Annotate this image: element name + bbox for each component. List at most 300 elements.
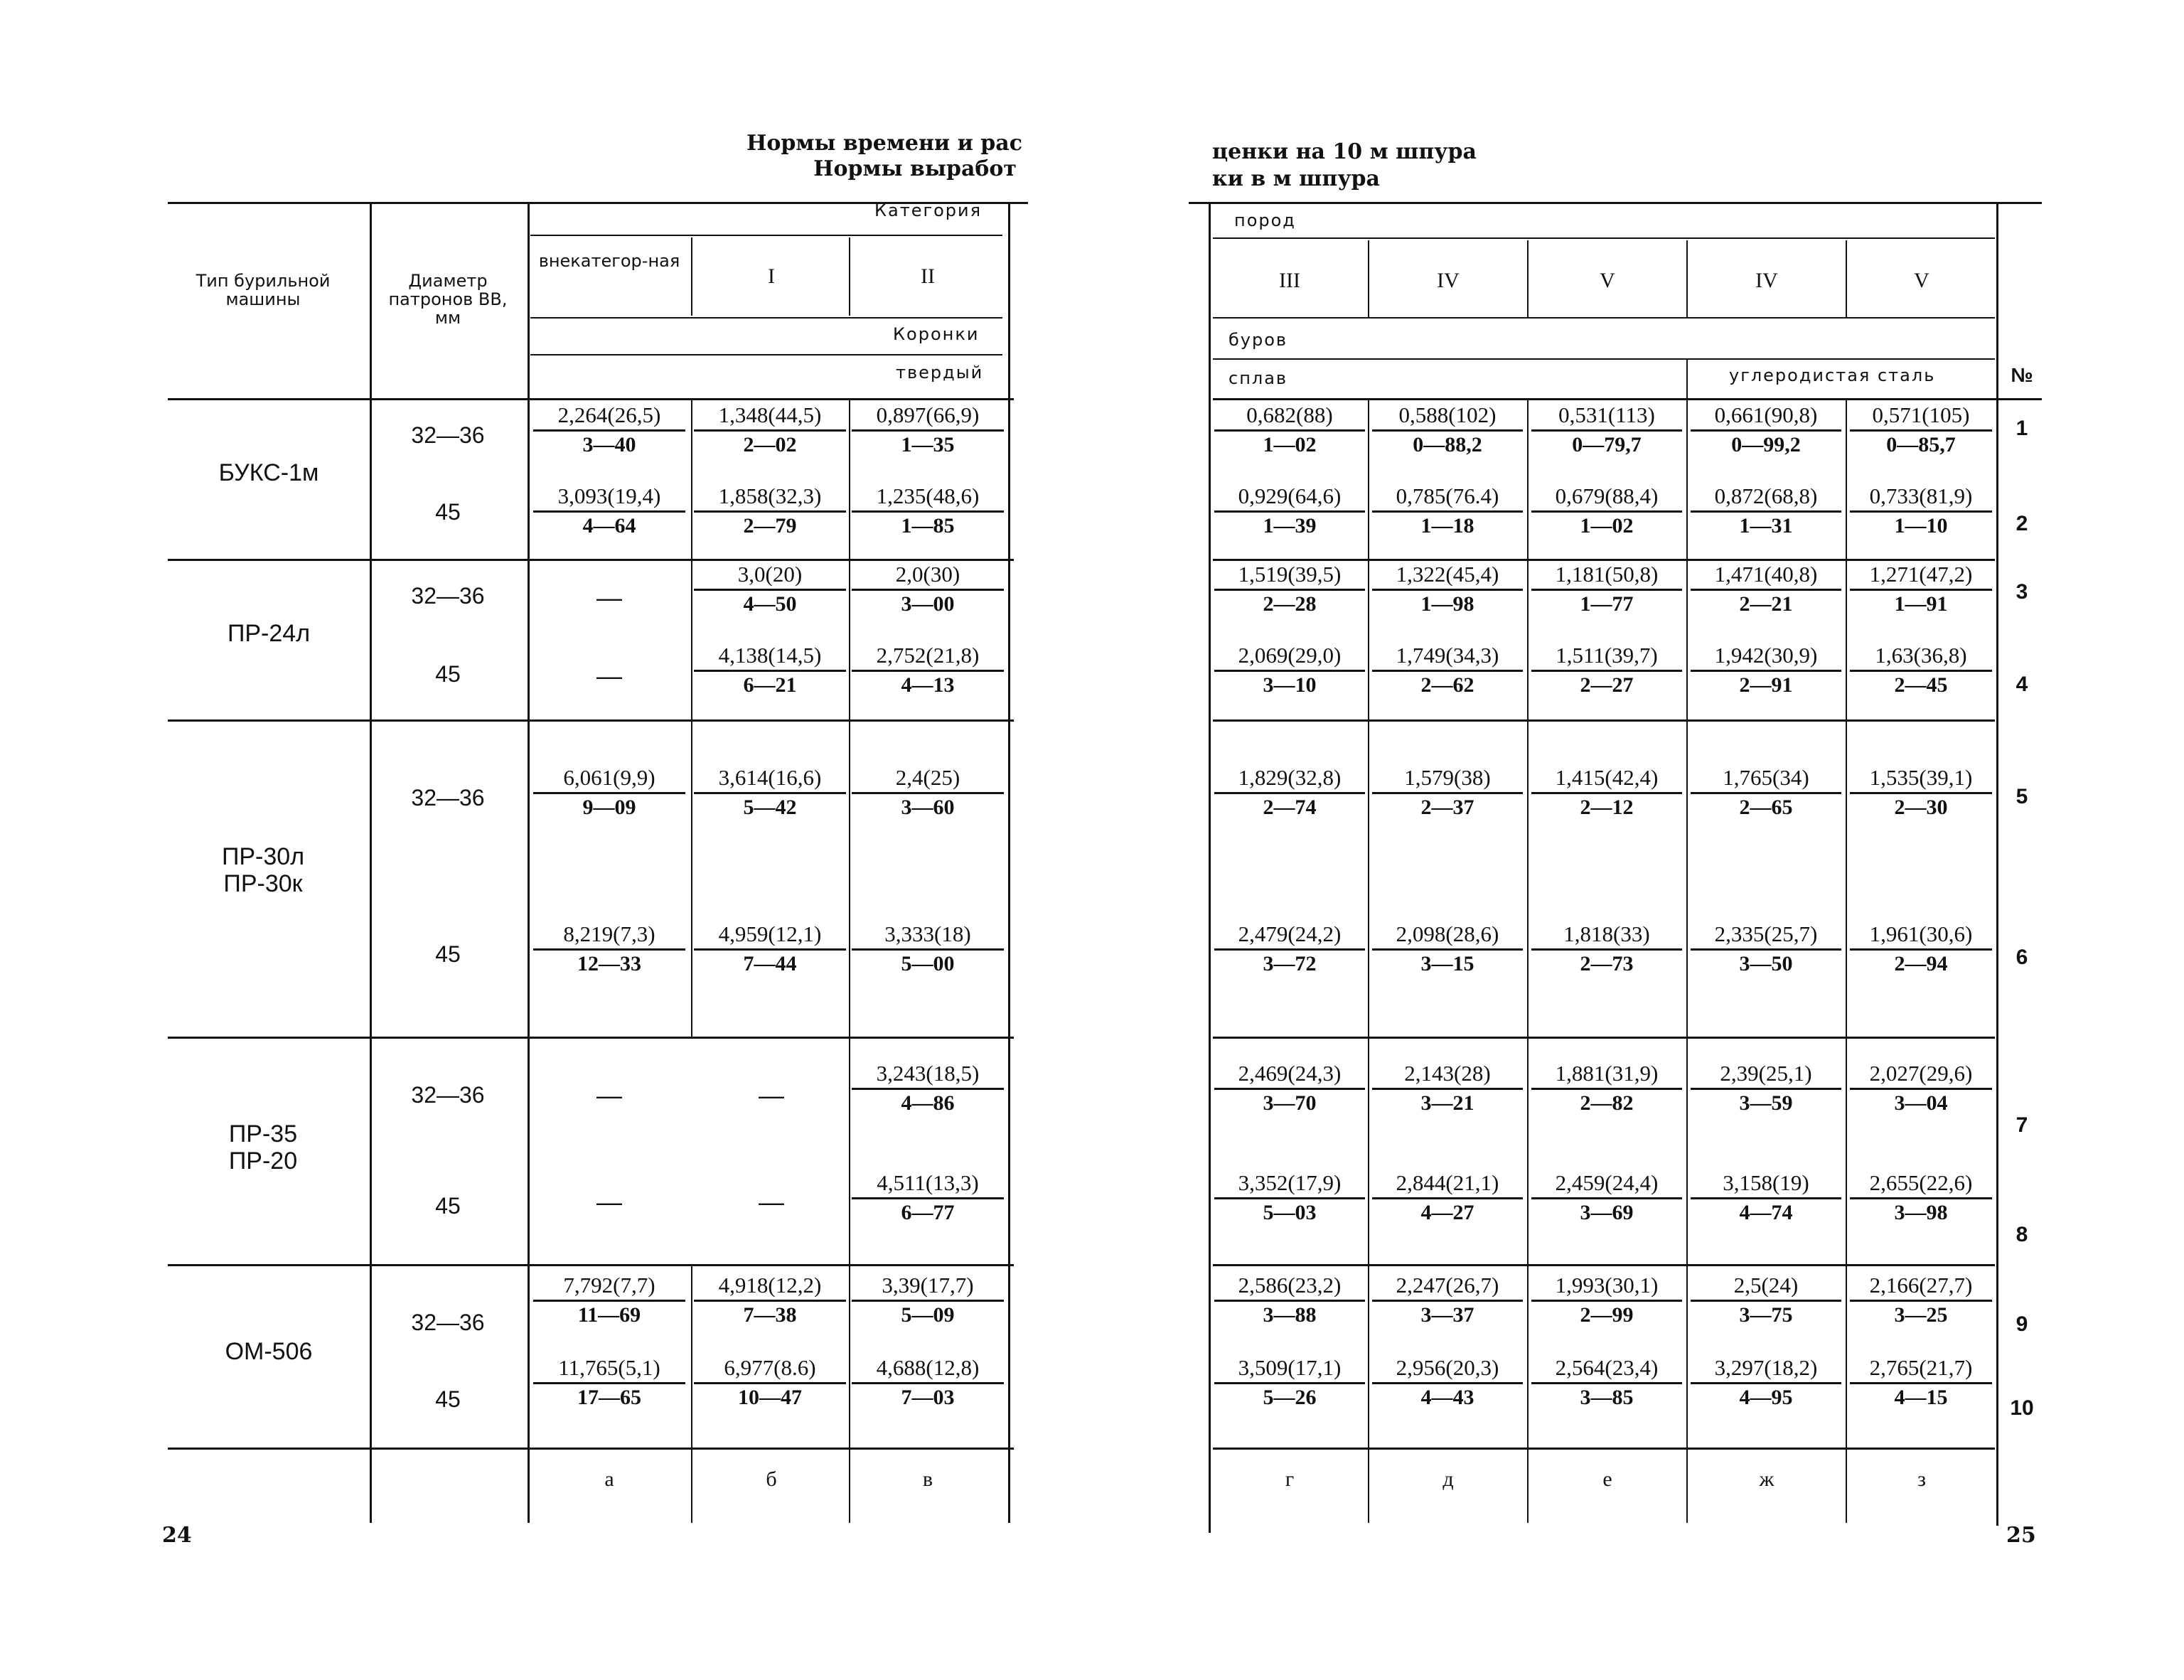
norm-cell bbox=[1531, 765, 1682, 820]
rate-value: 3—98 bbox=[1894, 1201, 1948, 1224]
time-norm-value: 1,181(50,8) bbox=[1555, 562, 1659, 587]
fraction-bar bbox=[694, 429, 846, 432]
norm-cell bbox=[1372, 643, 1523, 697]
fraction-bar bbox=[694, 1382, 846, 1384]
norm-cell bbox=[1372, 1273, 1523, 1327]
fraction-bar bbox=[852, 1088, 1004, 1090]
fraction-bar bbox=[1850, 670, 1992, 672]
norm-cell bbox=[1691, 1061, 1841, 1115]
rate-value: 1—98 bbox=[1420, 592, 1474, 616]
fraction-bar bbox=[1214, 1300, 1365, 1302]
time-norm-value: 3,297(18,2) bbox=[1714, 1355, 1818, 1380]
rate-value: 4—43 bbox=[1420, 1386, 1474, 1409]
machine-name: ПР-35 ПР-20 bbox=[228, 1120, 298, 1175]
time-norm-value: 2,586(23,2) bbox=[1238, 1273, 1342, 1298]
time-norm-value: 1,63(36,8) bbox=[1875, 643, 1967, 668]
diameter-value: 32—36 bbox=[411, 1082, 485, 1108]
fraction-bar bbox=[1850, 510, 1992, 513]
time-norm-value: 2,4(25) bbox=[895, 765, 960, 790]
rate-value: 2—30 bbox=[1894, 796, 1948, 819]
norm-cell bbox=[533, 402, 685, 457]
norm-cell bbox=[1850, 562, 1992, 616]
rate-value: 5—03 bbox=[1263, 1201, 1317, 1224]
row-number: 10 bbox=[2010, 1396, 2034, 1420]
fraction-bar bbox=[1531, 1088, 1682, 1090]
column-letter: ж bbox=[1759, 1467, 1774, 1491]
norm-cell bbox=[1531, 1355, 1682, 1410]
rate-value: 2—12 bbox=[1580, 796, 1634, 819]
empty-dash: — bbox=[759, 1187, 784, 1216]
rate-value: 2—91 bbox=[1739, 673, 1793, 697]
rate-value: 2—99 bbox=[1580, 1303, 1634, 1327]
time-norm-value: 6,977(8.6) bbox=[724, 1355, 816, 1380]
time-norm-value: 0,785(76.4) bbox=[1396, 483, 1499, 508]
time-norm-value: 1,881(31,9) bbox=[1555, 1061, 1659, 1086]
norm-cell bbox=[533, 1273, 685, 1327]
empty-dash: — bbox=[596, 1081, 622, 1110]
rate-value: 3—25 bbox=[1894, 1303, 1948, 1327]
time-norm-value: 2,39(25,1) bbox=[1720, 1061, 1812, 1086]
time-norm-value: 2,264(26,5) bbox=[557, 402, 661, 427]
fraction-bar bbox=[1850, 1382, 1992, 1384]
header-diameter: Диаметр патронов ВВ, мм bbox=[388, 271, 508, 328]
time-norm-value: 4,959(12,1) bbox=[718, 921, 822, 946]
empty-dash: — bbox=[596, 1187, 622, 1216]
norm-cell bbox=[852, 921, 1004, 976]
norm-cell bbox=[852, 402, 1004, 457]
time-norm-value: 0,872(68,8) bbox=[1714, 483, 1818, 508]
rate-value: 2—28 bbox=[1263, 592, 1317, 616]
norm-cell bbox=[852, 1061, 1004, 1115]
time-norm-value: 1,271(47,2) bbox=[1869, 562, 1973, 587]
norm-cell bbox=[1531, 402, 1682, 457]
norm-cell bbox=[1850, 1273, 1992, 1327]
norm-cell bbox=[1531, 483, 1682, 538]
time-norm-value: 2,335(25,7) bbox=[1714, 921, 1818, 946]
fraction-bar bbox=[1214, 670, 1365, 672]
column-letter: б bbox=[766, 1467, 777, 1491]
rate-value: 1—91 bbox=[1894, 592, 1948, 616]
fraction-bar bbox=[533, 510, 685, 513]
row-number: 2 bbox=[2016, 512, 2028, 535]
rate-value: 7—03 bbox=[901, 1386, 955, 1409]
norm-cell bbox=[1691, 1355, 1841, 1410]
time-norm-value: 1,829(32,8) bbox=[1238, 765, 1342, 790]
fraction-bar bbox=[1850, 792, 1992, 794]
fraction-bar bbox=[694, 670, 846, 672]
diameter-value: 45 bbox=[435, 1193, 461, 1219]
time-norm-value: 1,348(44,5) bbox=[718, 402, 822, 427]
norm-cell bbox=[852, 1273, 1004, 1327]
fraction-bar bbox=[852, 1197, 1004, 1199]
rate-value: 17—65 bbox=[577, 1386, 641, 1409]
fraction-bar bbox=[533, 1382, 685, 1384]
time-norm-value: 3,243(18,5) bbox=[876, 1061, 980, 1086]
norm-cell bbox=[533, 921, 685, 976]
rate-value: 7—44 bbox=[743, 952, 797, 975]
time-norm-value: 2,459(24,4) bbox=[1555, 1170, 1659, 1195]
fraction-bar bbox=[852, 510, 1004, 513]
time-norm-value: 0,588(102) bbox=[1398, 402, 1497, 427]
time-norm-value: 4,688(12,8) bbox=[876, 1355, 980, 1380]
diameter-value: 45 bbox=[435, 499, 461, 525]
time-norm-value: 2,956(20,3) bbox=[1396, 1355, 1499, 1380]
norm-cell bbox=[1372, 483, 1523, 538]
rate-value: 5—00 bbox=[901, 952, 955, 975]
row-number: 4 bbox=[2016, 673, 2028, 696]
time-norm-value: 1,749(34,3) bbox=[1396, 643, 1499, 668]
fraction-bar bbox=[1691, 1088, 1841, 1090]
fraction-bar bbox=[1531, 670, 1682, 672]
fraction-bar bbox=[1691, 1197, 1841, 1199]
time-norm-value: 2,655(22,6) bbox=[1869, 1170, 1973, 1195]
column-letter: д bbox=[1442, 1467, 1454, 1491]
time-norm-value: 1,765(34) bbox=[1723, 765, 1809, 790]
time-norm-value: 1,235(48,6) bbox=[876, 483, 980, 508]
time-norm-value: 2,098(28,6) bbox=[1396, 921, 1499, 946]
time-norm-value: 1,471(40,8) bbox=[1714, 562, 1818, 587]
norm-cell bbox=[1850, 1355, 1992, 1410]
machine-name: БУКС-1м bbox=[218, 459, 319, 486]
header-cat-3: III bbox=[1279, 269, 1300, 292]
time-norm-value: 1,993(30,1) bbox=[1555, 1273, 1659, 1298]
header-rocks: пород bbox=[1234, 210, 1296, 230]
norm-cell bbox=[1372, 402, 1523, 457]
fraction-bar bbox=[694, 510, 846, 513]
norm-cell bbox=[1691, 1273, 1841, 1327]
norm-cell bbox=[1214, 483, 1365, 538]
header-cat-5b: V bbox=[1914, 269, 1929, 292]
fraction-bar bbox=[1531, 429, 1682, 432]
fraction-bar bbox=[1850, 1300, 1992, 1302]
column-letter: а bbox=[604, 1467, 614, 1491]
norm-cell bbox=[694, 921, 846, 976]
left-title-line2: Нормы выработ bbox=[813, 156, 1017, 181]
rate-value: 1—77 bbox=[1580, 592, 1634, 616]
page-number-left: 24 bbox=[162, 1523, 192, 1548]
fraction-bar bbox=[1531, 1197, 1682, 1199]
time-norm-value: 2,564(23,4) bbox=[1555, 1355, 1659, 1380]
rate-value: 2—79 bbox=[743, 514, 797, 537]
time-norm-value: 3,0(20) bbox=[737, 562, 803, 587]
fraction-bar bbox=[1691, 510, 1841, 513]
fraction-bar bbox=[1372, 1088, 1523, 1090]
norm-cell bbox=[852, 1170, 1004, 1225]
rate-value: 9—09 bbox=[582, 796, 636, 819]
rate-value: 1—31 bbox=[1739, 514, 1793, 537]
rate-value: 4—95 bbox=[1739, 1386, 1793, 1409]
time-norm-value: 2,844(21,1) bbox=[1396, 1170, 1499, 1195]
time-norm-value: 3,333(18) bbox=[884, 921, 971, 946]
fraction-bar bbox=[1531, 1300, 1682, 1302]
rate-value: 2—21 bbox=[1739, 592, 1793, 616]
time-norm-value: 1,535(39,1) bbox=[1869, 765, 1973, 790]
rate-value: 3—37 bbox=[1420, 1303, 1474, 1327]
header-bits: буров bbox=[1228, 330, 1288, 350]
fraction-bar bbox=[1531, 948, 1682, 951]
norm-cell bbox=[1214, 402, 1365, 457]
rate-value: 3—59 bbox=[1739, 1091, 1793, 1115]
header-hard: твердый bbox=[896, 363, 984, 382]
time-norm-value: 3,39(17,7) bbox=[882, 1273, 974, 1298]
rate-value: 3—00 bbox=[901, 592, 955, 616]
norm-cell bbox=[694, 1355, 846, 1410]
row-number: 5 bbox=[2016, 785, 2028, 808]
fraction-bar bbox=[1372, 510, 1523, 513]
fraction-bar bbox=[1214, 948, 1365, 951]
fraction-bar bbox=[1531, 510, 1682, 513]
time-norm-value: 2,143(28) bbox=[1404, 1061, 1491, 1086]
fraction-bar bbox=[1214, 1197, 1365, 1199]
norm-cell bbox=[1214, 562, 1365, 616]
header-cat-1: I bbox=[768, 264, 775, 288]
fraction-bar bbox=[1372, 948, 1523, 951]
norm-cell bbox=[1850, 1170, 1992, 1225]
rate-value: 3—40 bbox=[582, 433, 636, 456]
time-norm-value: 1,942(30,9) bbox=[1714, 643, 1818, 668]
fraction-bar bbox=[1372, 589, 1523, 591]
time-norm-value: 1,519(39,5) bbox=[1238, 562, 1342, 587]
time-norm-value: 2,027(29,6) bbox=[1869, 1061, 1973, 1086]
fraction-bar bbox=[1691, 792, 1841, 794]
rate-value: 5—26 bbox=[1263, 1386, 1317, 1409]
rate-value: 3—70 bbox=[1263, 1091, 1317, 1115]
time-norm-value: 2,5(24) bbox=[1733, 1273, 1799, 1298]
norm-cell bbox=[533, 483, 685, 538]
fraction-bar bbox=[1850, 948, 1992, 951]
fraction-bar bbox=[694, 792, 846, 794]
time-norm-value: 4,918(12,2) bbox=[718, 1273, 822, 1298]
time-norm-value: 1,961(30,6) bbox=[1869, 921, 1973, 946]
norm-cell bbox=[1531, 562, 1682, 616]
rate-value: 3—10 bbox=[1263, 673, 1317, 697]
norm-cell bbox=[1531, 643, 1682, 697]
fraction-bar bbox=[852, 429, 1004, 432]
fraction-bar bbox=[1214, 429, 1365, 432]
fraction-bar bbox=[1214, 1382, 1365, 1384]
time-norm-value: 2,479(24,2) bbox=[1238, 921, 1342, 946]
empty-dash: — bbox=[596, 583, 622, 612]
time-norm-value: 0,682(88) bbox=[1246, 402, 1333, 427]
norm-cell bbox=[694, 402, 846, 457]
rate-value: 10—47 bbox=[738, 1386, 802, 1409]
diameter-value: 45 bbox=[435, 661, 461, 687]
rate-value: 1—35 bbox=[901, 433, 955, 456]
time-norm-value: 1,579(38) bbox=[1404, 765, 1491, 790]
rate-value: 2—94 bbox=[1894, 952, 1948, 975]
time-norm-value: 2,247(26,7) bbox=[1396, 1273, 1499, 1298]
rate-value: 7—38 bbox=[743, 1303, 797, 1327]
rate-value: 0—85,7 bbox=[1886, 433, 1956, 456]
header-cat-2: II bbox=[921, 264, 935, 288]
fraction-bar bbox=[852, 589, 1004, 591]
row-number: 1 bbox=[2016, 417, 2028, 440]
norm-cell bbox=[533, 1355, 685, 1410]
rate-value: 2—73 bbox=[1580, 952, 1634, 975]
diameter-value: 45 bbox=[435, 1386, 461, 1412]
norm-cell bbox=[852, 1355, 1004, 1410]
fraction-bar bbox=[1372, 429, 1523, 432]
fraction-bar bbox=[1531, 1382, 1682, 1384]
rate-value: 0—99,2 bbox=[1731, 433, 1801, 456]
time-norm-value: 0,733(81,9) bbox=[1869, 483, 1973, 508]
fraction-bar bbox=[1214, 589, 1365, 591]
rate-value: 2—62 bbox=[1420, 673, 1474, 697]
norm-cell bbox=[1372, 1170, 1523, 1225]
time-norm-value: 6,061(9,9) bbox=[563, 765, 655, 790]
fraction-bar bbox=[694, 589, 846, 591]
time-norm-value: 0,929(64,6) bbox=[1238, 483, 1342, 508]
machine-name: ПР-24л bbox=[227, 620, 311, 647]
fraction-bar bbox=[1691, 1382, 1841, 1384]
rate-value: 4—74 bbox=[1739, 1201, 1793, 1224]
rate-value: 3—75 bbox=[1739, 1303, 1793, 1327]
fraction-bar bbox=[1691, 1300, 1841, 1302]
time-norm-value: 1,818(33) bbox=[1563, 921, 1650, 946]
header-carbon-steel: углеродистая сталь bbox=[1729, 365, 1936, 385]
header-cat-4b: IV bbox=[1755, 269, 1778, 292]
norm-cell bbox=[1372, 921, 1523, 976]
norm-cell bbox=[1850, 765, 1992, 820]
fraction-bar bbox=[852, 670, 1004, 672]
fraction-bar bbox=[1372, 670, 1523, 672]
rate-value: 3—88 bbox=[1263, 1303, 1317, 1327]
fraction-bar bbox=[1850, 429, 1992, 432]
fraction-bar bbox=[1214, 1088, 1365, 1090]
rate-value: 0—79,7 bbox=[1572, 433, 1642, 456]
fraction-bar bbox=[1850, 1088, 1992, 1090]
norm-cell bbox=[1691, 402, 1841, 457]
time-norm-value: 3,509(17,1) bbox=[1238, 1355, 1342, 1380]
norm-cell bbox=[1531, 921, 1682, 976]
fraction-bar bbox=[533, 429, 685, 432]
norm-cell bbox=[1214, 1355, 1365, 1410]
machine-name: ПР-30л ПР-30к bbox=[221, 843, 305, 897]
fraction-bar bbox=[1850, 1197, 1992, 1199]
rate-value: 3—21 bbox=[1420, 1091, 1474, 1115]
norm-cell bbox=[694, 643, 846, 697]
column-letter: е bbox=[1602, 1467, 1612, 1491]
rate-value: 2—02 bbox=[743, 433, 797, 456]
diameter-value: 32—36 bbox=[411, 1310, 485, 1335]
norm-cell bbox=[694, 1273, 846, 1327]
header-cat-out: внекатегор-ная bbox=[538, 251, 680, 271]
norm-cell bbox=[1214, 921, 1365, 976]
fraction-bar bbox=[1850, 589, 1992, 591]
time-norm-value: 0,897(66,9) bbox=[876, 402, 980, 427]
norm-cell bbox=[1850, 402, 1992, 457]
time-norm-value: 0,679(88,4) bbox=[1555, 483, 1659, 508]
rate-value: 1—02 bbox=[1580, 514, 1634, 537]
column-letter: з bbox=[1917, 1467, 1926, 1491]
norm-cell bbox=[852, 765, 1004, 820]
time-norm-value: 8,219(7,3) bbox=[563, 921, 655, 946]
time-norm-value: 0,531(113) bbox=[1558, 402, 1655, 427]
rate-value: 4—15 bbox=[1894, 1386, 1948, 1409]
norm-cell bbox=[1850, 483, 1992, 538]
time-norm-value: 2,0(30) bbox=[895, 562, 960, 587]
norm-cell bbox=[694, 765, 846, 820]
norm-cell bbox=[1691, 1170, 1841, 1225]
time-norm-value: 2,469(24,3) bbox=[1238, 1061, 1342, 1086]
fraction-bar bbox=[533, 1300, 685, 1302]
row-number: 9 bbox=[2016, 1312, 2028, 1336]
row-number: 6 bbox=[2016, 946, 2028, 969]
page-number-right: 25 bbox=[2006, 1523, 2036, 1548]
time-norm-value: 2,752(21,8) bbox=[876, 643, 980, 668]
fraction-bar bbox=[694, 948, 846, 951]
diameter-value: 32—36 bbox=[411, 422, 485, 448]
column-letter: в bbox=[922, 1467, 933, 1491]
rate-value: 4—27 bbox=[1420, 1201, 1474, 1224]
rate-value: 3—72 bbox=[1263, 952, 1317, 975]
time-norm-value: 3,614(16,6) bbox=[718, 765, 822, 790]
norm-cell bbox=[1691, 643, 1841, 697]
diameter-value: 32—36 bbox=[411, 583, 485, 609]
fraction-bar bbox=[852, 948, 1004, 951]
time-norm-value: 11,765(5,1) bbox=[558, 1355, 660, 1380]
rate-value: 3—69 bbox=[1580, 1201, 1634, 1224]
diameter-value: 45 bbox=[435, 941, 461, 967]
rate-value: 1—85 bbox=[901, 514, 955, 537]
norm-cell bbox=[852, 483, 1004, 538]
rate-value: 4—64 bbox=[582, 514, 636, 537]
fraction-bar bbox=[1691, 589, 1841, 591]
fraction-bar bbox=[694, 1300, 846, 1302]
rate-value: 1—18 bbox=[1420, 514, 1474, 537]
row-number: 7 bbox=[2016, 1113, 2028, 1137]
header-alloy: сплав bbox=[1228, 368, 1288, 388]
norm-cell bbox=[1214, 1170, 1365, 1225]
fraction-bar bbox=[852, 792, 1004, 794]
rate-value: 0—88,2 bbox=[1413, 433, 1482, 456]
time-norm-value: 4,511(13,3) bbox=[877, 1170, 979, 1195]
time-norm-value: 1,415(42,4) bbox=[1555, 765, 1659, 790]
time-norm-value: 2,765(21,7) bbox=[1869, 1355, 1973, 1380]
rate-value: 4—13 bbox=[901, 673, 955, 697]
fraction-bar bbox=[1691, 429, 1841, 432]
row-number: 8 bbox=[2016, 1223, 2028, 1246]
fraction-bar bbox=[1691, 670, 1841, 672]
fraction-bar bbox=[1214, 792, 1365, 794]
fraction-bar bbox=[1531, 589, 1682, 591]
machine-name: ОМ-506 bbox=[225, 1338, 313, 1365]
column-letter: г bbox=[1285, 1467, 1295, 1491]
norm-cell bbox=[1531, 1061, 1682, 1115]
left-title-line1: Нормы времени и рас bbox=[746, 131, 1022, 156]
time-norm-value: 3,093(19,4) bbox=[557, 483, 661, 508]
time-norm-value: 3,158(19) bbox=[1723, 1170, 1809, 1195]
row-number: 3 bbox=[2016, 580, 2028, 604]
rate-value: 2—45 bbox=[1894, 673, 1948, 697]
fraction-bar bbox=[1531, 792, 1682, 794]
fraction-bar bbox=[1372, 1382, 1523, 1384]
fraction-bar bbox=[852, 1382, 1004, 1384]
rate-value: 12—33 bbox=[577, 952, 641, 975]
rate-value: 2—74 bbox=[1263, 796, 1317, 819]
rate-value: 2—82 bbox=[1580, 1091, 1634, 1115]
fraction-bar bbox=[1372, 1197, 1523, 1199]
rate-value: 5—09 bbox=[901, 1303, 955, 1327]
time-norm-value: 3,352(17,9) bbox=[1238, 1170, 1342, 1195]
rate-value: 6—77 bbox=[901, 1201, 955, 1224]
time-norm-value: 2,166(27,7) bbox=[1869, 1273, 1973, 1298]
norm-cell bbox=[1691, 483, 1841, 538]
time-norm-value: 1,322(45,4) bbox=[1396, 562, 1499, 587]
rate-value: 1—39 bbox=[1263, 514, 1317, 537]
fraction-bar bbox=[852, 1300, 1004, 1302]
time-norm-value: 0,661(90,8) bbox=[1714, 402, 1818, 427]
